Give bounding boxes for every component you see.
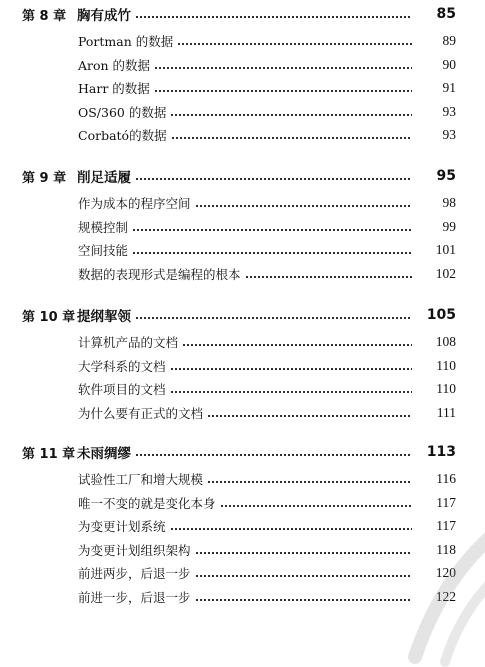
- section-title: 大学科系的文档: [78, 358, 166, 374]
- dot-leader: [170, 391, 412, 393]
- page-number: 89: [442, 33, 456, 48]
- page-number: 113: [426, 444, 456, 460]
- dot-leader: [171, 137, 412, 139]
- section-entry[interactable]: [0, 192, 485, 214]
- section-entry[interactable]: [0, 331, 485, 353]
- page-number: 93: [442, 127, 456, 142]
- chapter-title: 未雨绸缪: [77, 446, 131, 462]
- section-entry[interactable]: [0, 263, 485, 285]
- dot-leader: [195, 552, 412, 554]
- page-number: 122: [435, 588, 456, 604]
- page-number: 93: [442, 103, 456, 119]
- section-entry[interactable]: [0, 402, 485, 424]
- page-number: 101: [435, 242, 456, 257]
- section-title: 空间技能: [78, 243, 129, 258]
- page-number: 110: [436, 357, 456, 373]
- chapter-heading[interactable]: [0, 3, 485, 25]
- section-title: OS/360 的数据: [78, 104, 167, 120]
- chapter-number: 第 8 章: [22, 8, 67, 24]
- dot-leader: [170, 114, 412, 116]
- page-number: 90: [442, 56, 456, 72]
- dot-leader: [207, 481, 412, 483]
- dot-leader: [135, 16, 412, 18]
- chapter-heading[interactable]: [0, 441, 485, 463]
- page-number: 99: [442, 218, 456, 234]
- section-title: 前进一步，后退一步: [78, 589, 191, 605]
- chapter-number: 第 10 章: [22, 309, 76, 325]
- section-title: 作为成本的程序空间: [78, 196, 191, 211]
- section-entry[interactable]: [0, 77, 485, 99]
- watermark-stamp: [405, 507, 485, 667]
- dot-leader: [195, 205, 412, 207]
- dot-leader: [170, 528, 412, 530]
- dot-leader: [135, 454, 412, 456]
- dot-leader: [177, 43, 412, 45]
- dot-leader: [132, 252, 412, 254]
- page-number: 95: [436, 168, 456, 184]
- page-number: 105: [426, 307, 456, 323]
- section-title: Corbató的数据: [78, 128, 167, 143]
- dot-leader: [132, 229, 412, 231]
- dot-leader: [182, 344, 412, 346]
- dot-leader: [207, 415, 412, 417]
- page-number: 102: [435, 265, 456, 281]
- page-number: 91: [442, 80, 456, 95]
- section-title: Harr 的数据: [78, 81, 150, 96]
- page-number: 118: [436, 541, 456, 557]
- dot-leader: [195, 575, 412, 577]
- section-entry[interactable]: [0, 124, 485, 146]
- dot-leader: [220, 505, 412, 507]
- chapter-title: 胸有成竹: [77, 8, 131, 24]
- dot-leader: [154, 90, 412, 92]
- section-title: 软件项目的文档: [78, 382, 166, 397]
- section-title: 计算机产品的文档: [78, 335, 179, 350]
- section-entry[interactable]: [0, 378, 485, 400]
- section-title: 为什么要有正式的文档: [78, 405, 204, 421]
- section-title: 唯一不变的就是变化本身: [78, 495, 216, 511]
- chapter-title: 提纲挈领: [77, 309, 131, 325]
- page-number: 111: [436, 404, 456, 420]
- dot-leader: [245, 276, 412, 278]
- section-entry[interactable]: [0, 468, 485, 490]
- section-entry[interactable]: [0, 239, 485, 261]
- dot-leader: [195, 599, 412, 601]
- page-number: 120: [435, 565, 456, 580]
- page-number: 117: [436, 518, 456, 533]
- chapter-number: 第 9 章: [22, 170, 67, 186]
- page-number: 110: [436, 381, 456, 396]
- dot-leader: [135, 178, 412, 180]
- dot-leader: [170, 368, 412, 370]
- section-title: 规模控制: [78, 219, 129, 235]
- dot-leader: [135, 317, 412, 319]
- page-number: 85: [436, 6, 456, 22]
- dot-leader: [154, 67, 412, 69]
- section-title: Portman 的数据: [78, 34, 174, 49]
- section-title: 为变更计划组织架构: [78, 542, 191, 558]
- section-title: 数据的表现形式是编程的根本: [78, 266, 241, 282]
- section-title: Aron 的数据: [78, 57, 151, 73]
- chapter-heading[interactable]: [0, 304, 485, 326]
- page-number: 108: [435, 334, 456, 349]
- section-entry[interactable]: [0, 216, 485, 238]
- page-number: 116: [436, 471, 456, 486]
- chapter-number: 第 11 章: [22, 446, 76, 462]
- section-entry[interactable]: [0, 54, 485, 76]
- chapter-heading[interactable]: [0, 165, 485, 187]
- section-entry[interactable]: [0, 30, 485, 52]
- section-title: 前进两步，后退一步: [78, 566, 191, 581]
- chapter-title: 削足适履: [77, 170, 131, 186]
- section-title: 试验性工厂和增大规模: [78, 472, 204, 487]
- section-title: 为变更计划系统: [78, 519, 166, 534]
- section-entry[interactable]: [0, 355, 485, 377]
- page-number: 98: [442, 195, 456, 210]
- section-entry[interactable]: [0, 101, 485, 123]
- page-number: 117: [436, 494, 456, 510]
